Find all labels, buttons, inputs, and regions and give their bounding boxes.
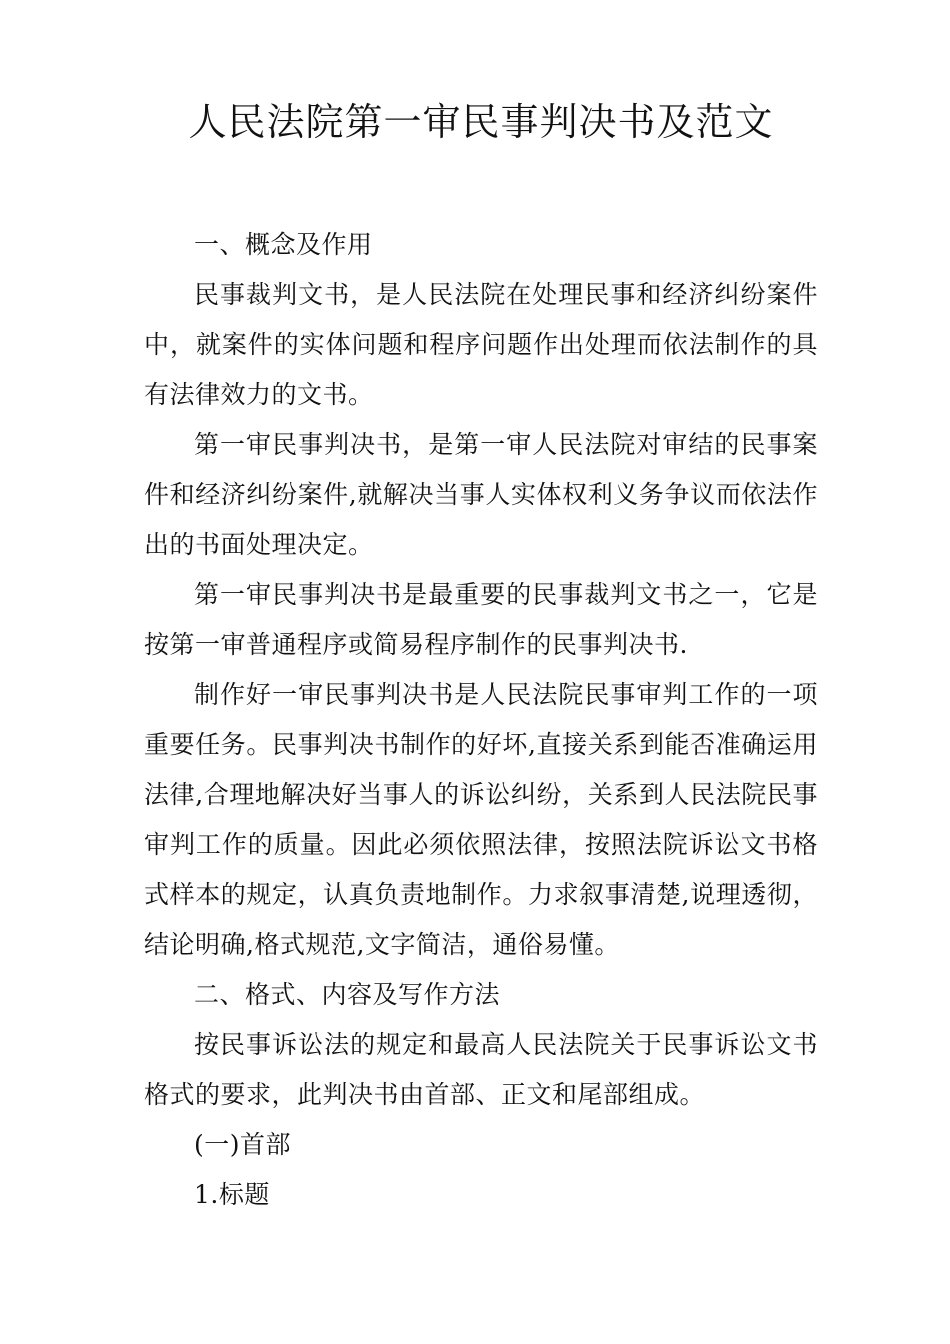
- paragraph-definition: 民事裁判文书，是人民法院在处理民事和经济纠纷案件中，就案件的实体问题和程序问题作出处理而依法制作的具有法律效力的文书。: [144, 280, 818, 409]
- subsection-heading-head: (一)首部: [194, 1130, 292, 1159]
- section-heading-concept: 一、概念及作用: [194, 230, 373, 259]
- paragraph-structure: 按民事诉讼法的规定和最高人民法院关于民事诉讼文书格式的要求，此判决书由首部、正文和尾部组成。: [144, 1030, 818, 1109]
- paragraph-importance: 第一审民事判决书是最重要的民事裁判文书之一，它是按第一审普通程序或简易程序制作的民事判决书.: [144, 580, 818, 659]
- item-heading-title: 1.标题: [194, 1180, 270, 1209]
- document-title: 人民法院第一审民事判决书及范文: [188, 100, 774, 144]
- document-body: [144, 220, 818, 1220]
- paragraph-first-instance: 第一审民事判决书，是第一审人民法院对审结的民事案件和经济纠纷案件,就解决当事人实体权利义务争议而依法作出的书面处理决定。: [144, 430, 818, 559]
- paragraph-task: 制作好一审民事判决书是人民法院民事审判工作的一项重要任务。民事判决书制作的好坏,直接关系到能否准确运用法律,合理地解决好当事人的诉讼纠纷，关系到人民法院民事审判工作的质量。因此必须依照法律，按照法院诉讼文书格式样本的规定，认真负责地制作。力求叙事清楚,说理透彻，结论明确,格式规范,文字简洁，通俗易懂。: [144, 680, 818, 959]
- section-heading-format: 二、格式、内容及写作方法: [194, 980, 501, 1009]
